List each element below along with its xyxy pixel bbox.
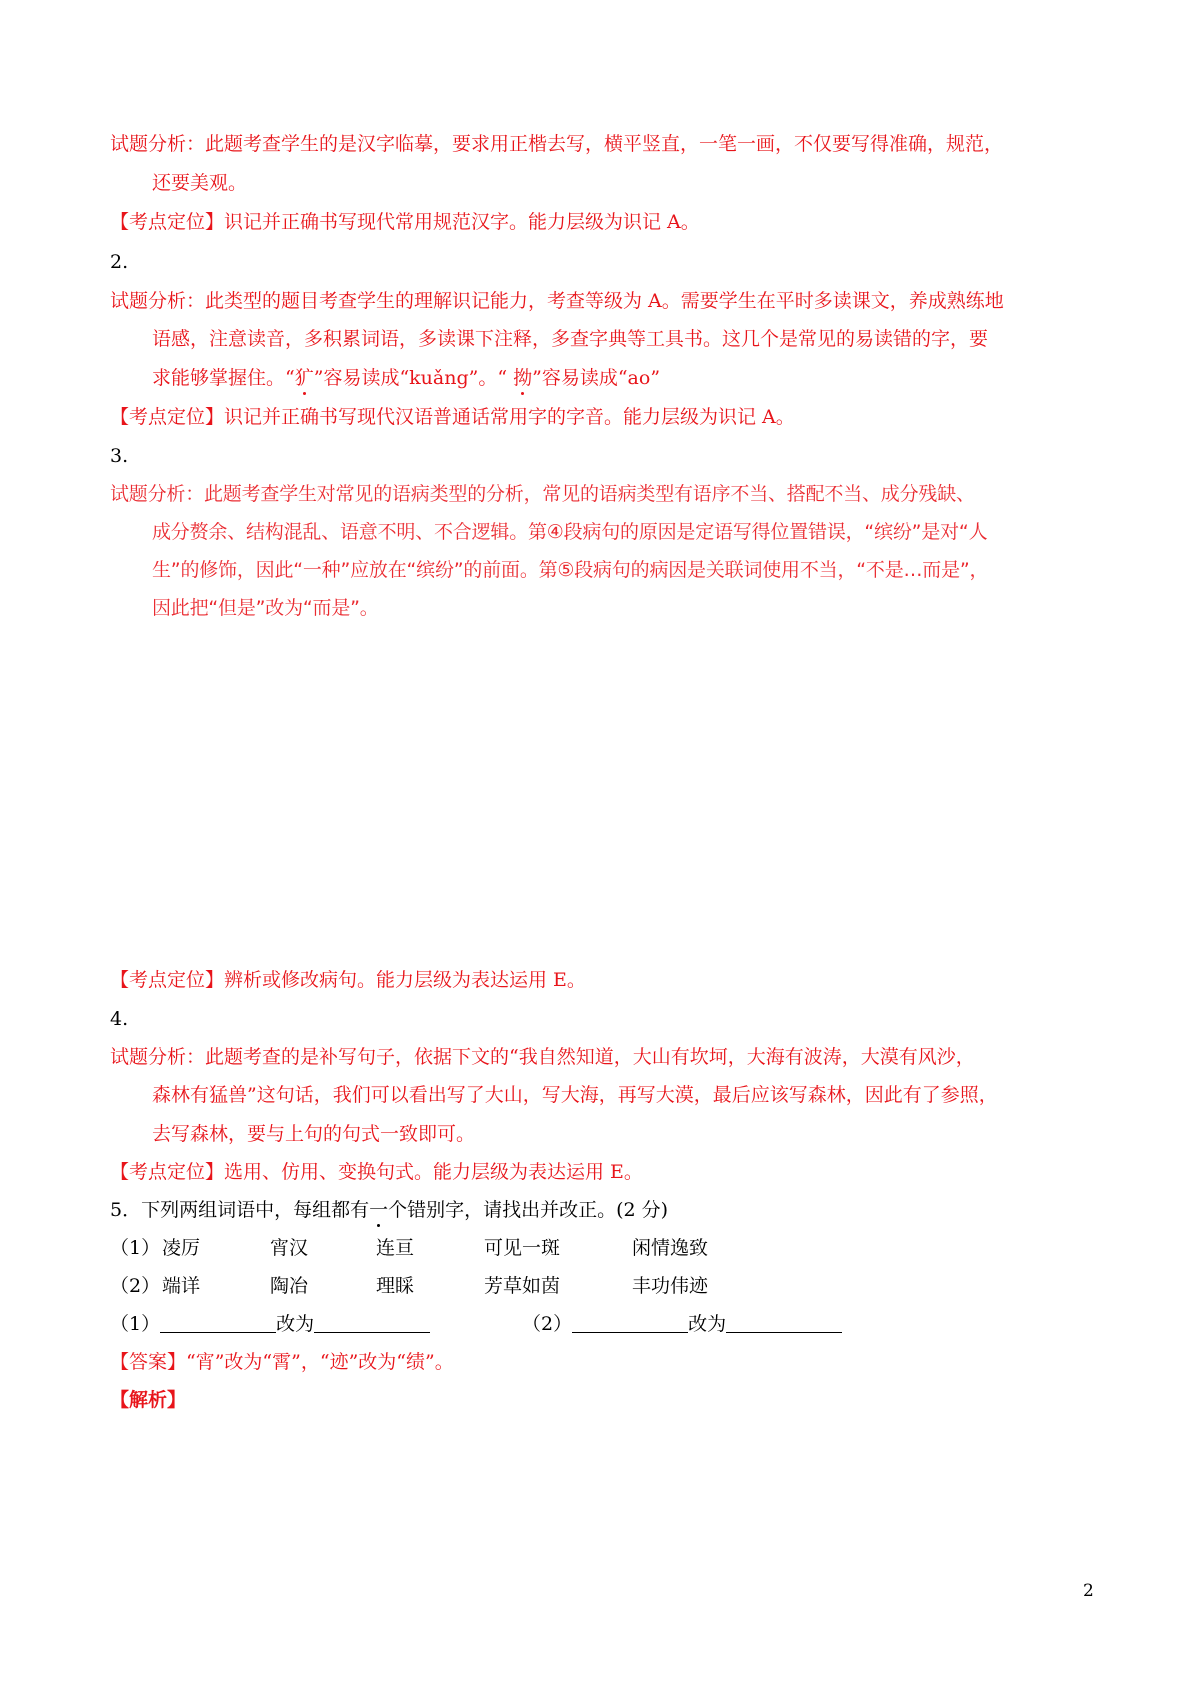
q5-group1-word: 连亘 [376, 1237, 415, 1259]
q3-analysis-line1: 试题分析：此题考查学生对常见的语病类型的分析，常见的语病类型有语序不当、搭配不当、成分残缺、 [110, 483, 975, 505]
q3-analysis-line2: 成分赘余、结构混乱、语意不明、不合逻辑。第④段病句的原因是定语写得位置错误，“缤纷”是对“人 [152, 521, 988, 543]
q5-blank1-change-label: 改为 [276, 1313, 315, 1335]
q2-dotted-char-guang: 犷 [294, 367, 314, 389]
q5-stem-part-c: 个 [388, 1199, 408, 1221]
q5-blank2-wrong-input[interactable] [572, 1312, 688, 1333]
page-number: 2 [1083, 1581, 1094, 1601]
q5-group2-word: 丰功伟迹 [632, 1275, 709, 1297]
q2-line3-part-a: 求能够掌握住。“ [152, 367, 295, 389]
q5-blank1-label: （1） [110, 1313, 161, 1335]
q3-analysis-line4: 因此把“但是”改为“而是”。 [152, 597, 379, 619]
q5-group2-word: 端详 [162, 1275, 201, 1297]
q5-answer-blank-row-2 [522, 1311, 842, 1337]
q5-blank1-correct-input[interactable] [314, 1312, 430, 1333]
q2-analysis-line1: 试题分析：此类型的题目考查学生的理解识记能力，考查等级为 A。需要学生在平时多读课文，养成熟练地 [110, 290, 1004, 312]
q5-group2-word: 陶冶 [270, 1275, 309, 1297]
q5-group2-label: （2） [110, 1275, 161, 1297]
q3-knowledge-point: 【考点定位】辨析或修改病句。能力层级为表达运用 E。 [110, 969, 586, 991]
q5-group2-word: 理睬 [376, 1275, 415, 1297]
q5-group1-word: 闲情逸致 [632, 1237, 709, 1259]
q5-group1-word: 可见一斑 [484, 1237, 561, 1259]
q5-stem-part-d: 错别字，请找出并改正。(2 分) [407, 1199, 669, 1221]
q5-stem-part-a: 5．下列两组词语中，每组都有 [110, 1199, 370, 1221]
q1-knowledge-point: 【考点定位】识记并正确书写现代常用规范汉字。能力层级为识记 A。 [110, 211, 700, 233]
q5-blank2-label: （2） [522, 1313, 573, 1335]
q2-dotted-char-niu: 拗 [513, 367, 533, 389]
q5-group1-label: （1） [110, 1237, 161, 1259]
q4-number: 4. [110, 1008, 129, 1030]
q2-line3-part-e: ”容易读成“ao” [532, 367, 661, 389]
q1-analysis-line1: 试题分析：此题考查学生的是汉字临摹，要求用正楷去写，横平竖直，一笔一画，不仅要写得准确，规范， [110, 133, 1004, 155]
q5-answer: 【答案】“宵”改为“霄”，“迹”改为“绩”。 [110, 1351, 454, 1373]
q2-number: 2. [110, 251, 129, 273]
q5-answer-blank-row-1 [110, 1311, 430, 1337]
q1-analysis-line2: 还要美观。 [152, 172, 248, 194]
q2-analysis-line3 [152, 365, 660, 391]
q2-line3-part-c: ”容易读成“kuǎng”。“ [313, 367, 514, 389]
q4-analysis-line2: 森林有猛兽”这句话，我们可以看出写了大山，写大海，再写大漠，最后应该写森林，因此有了参照， [152, 1084, 998, 1106]
q2-analysis-line2: 语感，注意读音，多积累词语，多读课下注释，多查字典等工具书。这几个是常见的易读错的字，要 [152, 328, 989, 350]
q5-blank2-correct-input[interactable] [726, 1312, 842, 1333]
q5-group1-word: 凌厉 [162, 1237, 201, 1259]
q3-analysis-line3: 生”的修饰，因此“一种”应放在“缤纷”的前面。第⑤段病句的病因是关联词使用不当，“不是…而是”， [152, 559, 989, 581]
q5-group1-word: 宵汉 [270, 1237, 309, 1259]
q4-analysis-line3: 去写森林，要与上句的句式一致即可。 [152, 1123, 476, 1145]
q5-stem [110, 1197, 668, 1223]
q4-knowledge-point: 【考点定位】选用、仿用、变换句式。能力层级为表达运用 E。 [110, 1161, 643, 1183]
q4-analysis-line1: 试题分析：此题考查的是补写句子，依据下文的“我自然知道，大山有坎坷，大海有波涛，大漠有风沙， [110, 1046, 975, 1068]
q5-explain-heading: 【解析】 [110, 1389, 187, 1411]
q5-group2-word: 芳草如茵 [484, 1275, 561, 1297]
q5-blank1-wrong-input[interactable] [160, 1312, 276, 1333]
q3-number: 3. [110, 445, 129, 467]
q5-blank2-change-label: 改为 [688, 1313, 727, 1335]
q2-knowledge-point: 【考点定位】识记并正确书写现代汉语普通话常用字的字音。能力层级为识记 A。 [110, 406, 795, 428]
q5-dotted-char-yi: 一 [369, 1199, 389, 1221]
